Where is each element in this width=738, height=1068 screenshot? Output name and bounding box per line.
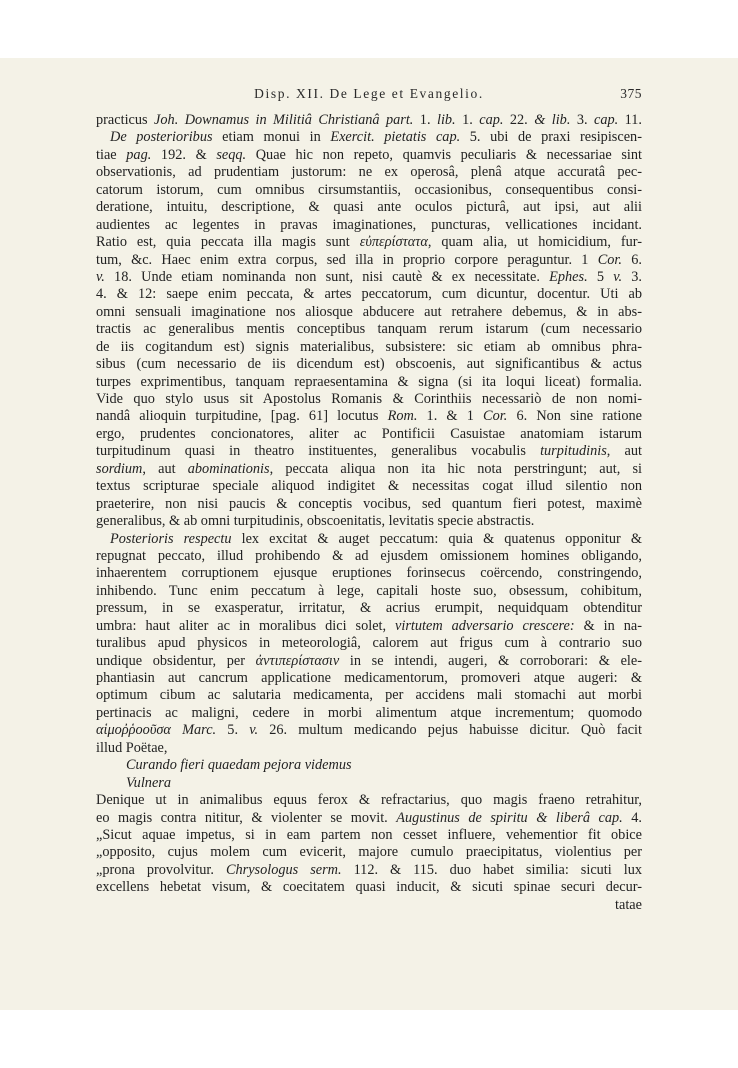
text-line: tiae pag. 192. & seqq. Quae hic non repeto, quamvis peculiaris & necessariae sint <box>96 146 642 163</box>
text-line: Curando fieri quaedam pejora videmus <box>126 757 352 774</box>
text-line: 4. & 12: saepe enim peccata, & artes peccatorum, cum dicuntur, docentur. Uti ab <box>96 286 642 303</box>
text-line: audientes ac legentes in pravas imaginationes, puncturas, vellicationes incidant. <box>96 216 642 233</box>
text-line: inhaerentem corruptionem ejusque eruptiones forinsecus coërcendo, constringendo, <box>96 565 642 582</box>
text-line: inhibendo. Tunc enim peccatum à lege, capitali hoste suo, obsessum, cohibitum, <box>96 582 642 599</box>
text-line: Posterioris respectu lex excitat & auget peccatum: quia & quatenus opponitur & <box>110 530 642 547</box>
text-line: optimum cibum ac salutaria medicamenta, per accidens mali stomachi aut morbi <box>96 687 642 704</box>
text-line: turpes exprimentibus, tanquam repraesentamina & signa (si ita loqui liceat) formalia. <box>96 373 642 390</box>
text-line: excellens hebetat visum, & coecitatem quasi inducit, & sicuti spinae securi decur- <box>96 879 642 896</box>
text-line: De posterioribus etiam monui in Exercit. pietatis cap. 5. ubi de praxi resipiscen- <box>110 129 642 146</box>
page-number: 375 <box>620 86 642 101</box>
text-line: Denique ut in animalibus equus ferox & refractarius, quo magis fraeno retrahitur, <box>96 792 642 809</box>
text-line: pertinacis ac maligni, cedere in morbi alimentum atque incrementum; quomodo <box>96 704 642 721</box>
text-line: „prona provolvitur. Chrysologus serm. 112. & 115. duo habet similia: sicuti lux <box>96 861 642 878</box>
text-line: undique obsidentur, per ἀντιπερίστασιν in se intendi, augeri, & corroborari: & ele- <box>96 652 642 669</box>
text-line: Ratio est, quia peccata illa magis sunt εὐπερίστατα, quam alia, ut homicidium, fur- <box>96 234 642 251</box>
running-title: Disp. XII. De Lege et Evangelio. <box>254 86 484 101</box>
text-line: omni sensuali imaginatione nos aliosque abducere aut retrahere debemus, & in abs- <box>96 303 642 320</box>
text-line: umbra: haut aliter ac in moralibus dici solet, virtutem adversario crescere: & in na- <box>96 617 642 634</box>
text-line: generalibus, & ab omni turpitudinis, obscoenitatis, levitatis specie abstractis. <box>96 513 535 530</box>
text-line: turpitudinum quasi in theatro instituentes, generalibus vocabulis turpitudinis, aut <box>96 443 642 460</box>
text-line: „opposito, cujus molem cum evicerit, majore cumulo praecipitatus, violentius per <box>96 844 642 861</box>
text-line: αἱμοῤῥοοῦσα Marc. 5. v. 26. multum medicando pejus habuisse dicitur. Quò facit <box>96 722 642 739</box>
text-line: tatae <box>615 896 642 913</box>
text-line: practicus Joh. Downamus in Militiâ Christianâ part. 1. lib. 1. cap. 22. & lib. 3. cap. 11. <box>96 112 642 128</box>
text-line: tractis ac generalibus mentis conceptibus tanquam rerum istarum (cum necessario <box>96 321 642 338</box>
text-line: de iis cogitandum est) signis materialibus, subsistere: sic etiam ab omnibus phra- <box>96 338 642 355</box>
text-line: textus scripturae speciale aliquod indigitet & necessitas cogat illud silentio non <box>96 478 642 495</box>
text-line: turalibus apud physicos in meteorologiâ, calorem aut frigus cum à contrario suo <box>96 635 642 652</box>
text-line: praeterire, non nisi paucis & conceptis vocibus, sed quantum fieri potest, maximè <box>96 495 642 512</box>
running-header <box>0 86 738 106</box>
text-line: Vulnera <box>126 774 171 791</box>
text-line: eo magis contra nititur, & violenter se movit. Augustinus de spiritu & liberâ cap. 4. <box>96 809 642 826</box>
text-line: sordium, aut abominationis, peccata aliqua non ita hic nota perstringunt; aut, si <box>96 460 642 477</box>
text-line: catorum istorum, cum omnibus cirsumstantiis, occasionibus, consequentibus consi- <box>96 181 642 198</box>
text-line: pressum, in se exasperatur, irritatur, & acrius erumpit, nequidquam obtenditur <box>96 600 642 617</box>
text-line: deratione, intuitu, descriptione, & quasi ante oculos picturâ, aut ipsi, aut alii <box>96 199 642 216</box>
text-line: sibus (cum necessario de iis dicendum est) obscoenis, aut significantibus & actus <box>96 356 642 373</box>
body-text <box>96 112 642 914</box>
book-page <box>0 58 738 1010</box>
text-line: repugnat peccato, illud prohibendo & ad ejusdem omissionem homines obligando, <box>96 547 642 564</box>
text-line: Vide quo stylo usus sit Apostolus Romanis & Corinthiis necessariò de non nomi- <box>96 391 642 407</box>
text-line: phantiasin aut cancrum applicatione medicamentorum, promoveri atque augeri: & <box>96 670 642 686</box>
text-line: v. 18. Unde etiam nominanda non sunt, nisi cautè & ex necessitate. Ephes. 5 v. 3. <box>96 268 642 285</box>
text-line: nandâ alioquin turpitudine, [pag. 61] locutus Rom. 1. & 1 Cor. 6. Non sine ratione <box>96 408 642 425</box>
text-line: observationis, ad prudentiam justorum: ne ex operosâ, plenâ atque accuratâ pec- <box>96 164 642 181</box>
text-line: tum, &c. Haec enim extra corpus, sed illa in proprio corpore peraguntur. 1 Cor. 6. <box>96 251 642 268</box>
text-line: „Sicut aquae impetus, si in eam partem non cesset influere, vehementior fit obice <box>96 826 642 843</box>
text-line: illud Poëtae, <box>96 739 168 756</box>
text-line: ergo, prudentes concionatores, aliter ac Pontificii Casuistae anatomiam istarum <box>96 425 642 442</box>
